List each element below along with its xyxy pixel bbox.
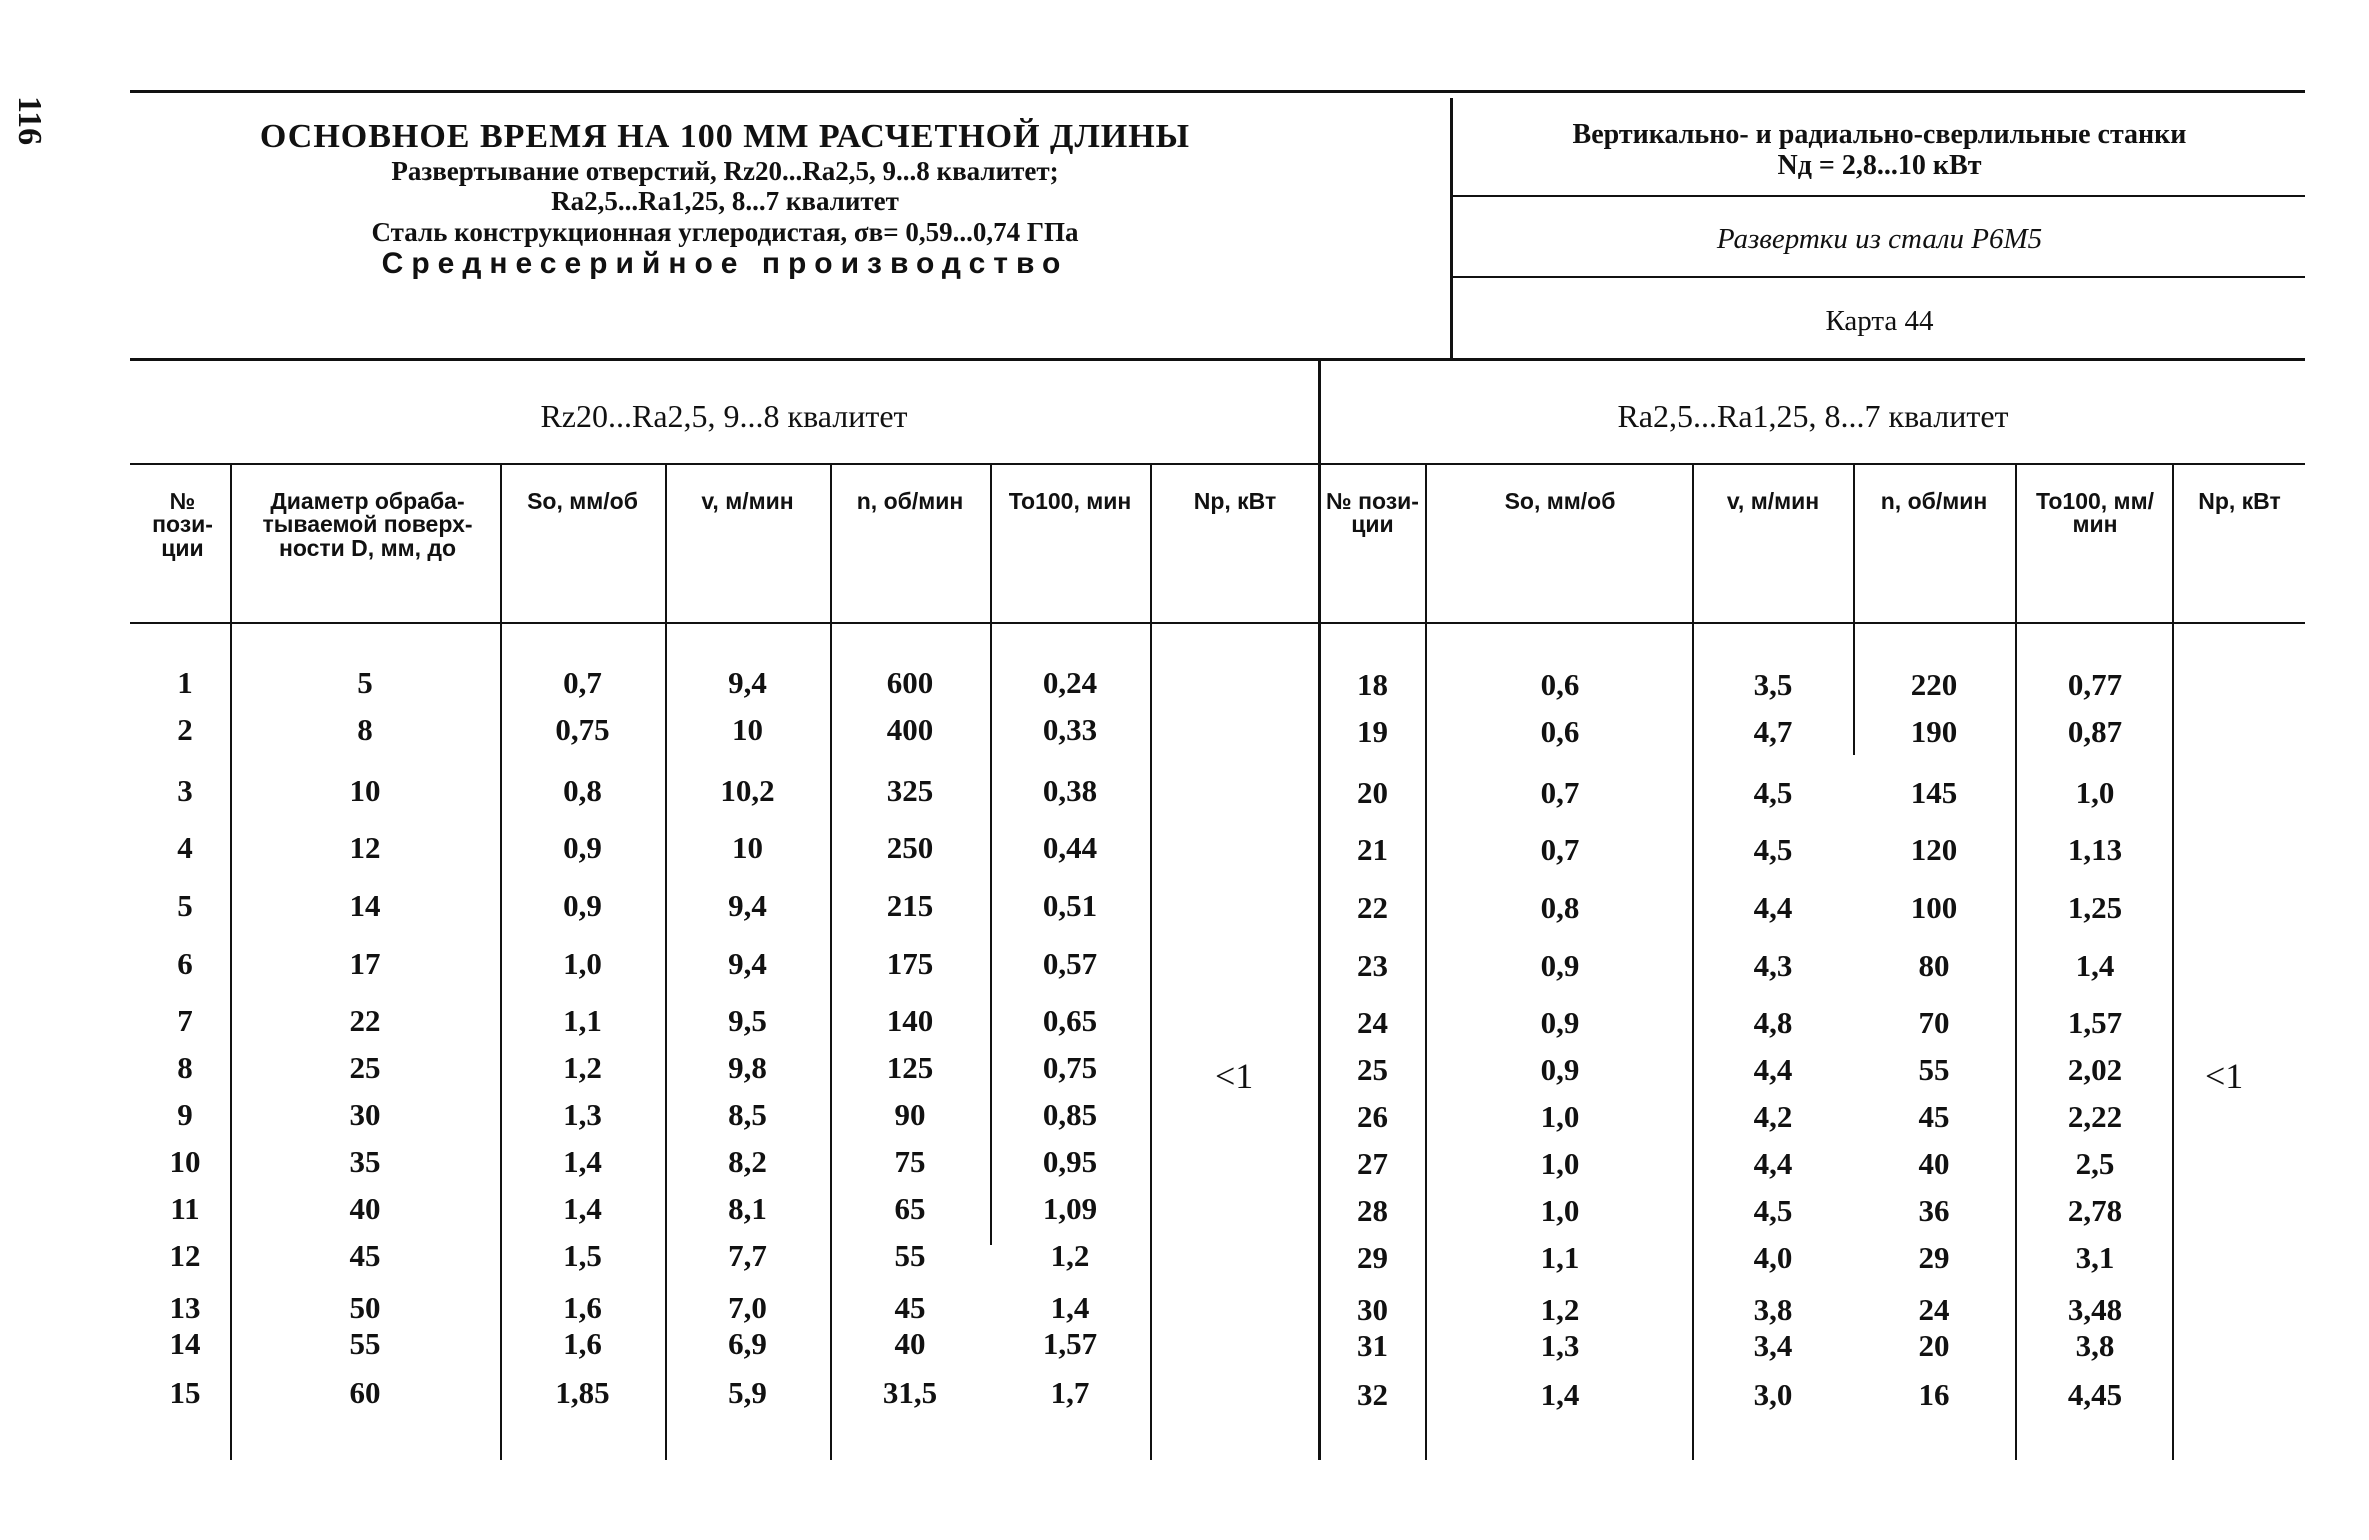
table-cell: 14: [169, 1326, 201, 1361]
table-cell: 1,2: [1540, 1292, 1580, 1327]
table-cell: 1,0: [1540, 1099, 1580, 1134]
table-cell: 9,4: [728, 888, 767, 923]
machines-header: [1452, 120, 2307, 182]
table-cell: 1,57: [1042, 1326, 1098, 1361]
table-cell: 175: [886, 946, 934, 981]
table-cell: 7,7: [728, 1238, 767, 1273]
table-cell: 8: [177, 1050, 193, 1085]
col-header-np: Nр, кВт: [1193, 488, 1277, 514]
table-cell: 0,75: [555, 712, 610, 747]
table-cell: 2,22: [2067, 1099, 2123, 1134]
table-cell: 11: [170, 1191, 200, 1226]
table-cell: 30: [1357, 1292, 1388, 1327]
table-cell: 3,4: [1753, 1328, 1793, 1363]
table-cell: 1,4: [563, 1191, 602, 1226]
col-sep: [500, 465, 502, 1460]
table-cell: 3,8: [1753, 1292, 1793, 1327]
right-header-rule-2: [1453, 276, 2305, 278]
table-cell: 4,8: [1753, 1005, 1793, 1040]
table-cell: 5,9: [728, 1375, 767, 1410]
table-cell: 10: [732, 712, 763, 747]
table-cell: 0,7: [563, 665, 602, 700]
table-cell: 0,51: [1042, 888, 1098, 923]
col-sep: [1425, 465, 1427, 1460]
card-number: Карта 44: [1825, 305, 1934, 337]
header-title-block: [130, 118, 1320, 280]
table-cell: 2,5: [2075, 1146, 2115, 1181]
table-cell: 25: [349, 1050, 381, 1085]
table-cell: 40: [1918, 1146, 1950, 1181]
table-cell: 0,38: [1042, 773, 1098, 808]
table-cell: 4,7: [1753, 714, 1793, 749]
table-cell: 140: [886, 1003, 934, 1038]
table-cell: 0,9: [1540, 1005, 1580, 1040]
table-cell: 6: [177, 946, 193, 981]
table-cell: 2,02: [2067, 1052, 2123, 1087]
table-cell: 4,0: [1753, 1240, 1793, 1275]
table-cell: 0,9: [1540, 1052, 1580, 1087]
table-cell: 36: [1918, 1193, 1950, 1228]
right-np-value: <1: [2205, 1056, 2244, 1096]
col-header-n: n, об/мин: [856, 488, 964, 514]
table-cell: 10,2: [720, 773, 775, 808]
table-cell: 4,4: [1753, 1052, 1793, 1087]
table-cell: 190: [1910, 714, 1958, 749]
table-cell: 10: [732, 830, 763, 865]
table-cell: 8,1: [728, 1191, 767, 1226]
col-header-diameter: Диаметр обраба- тываемой поверх- ности D, мм, до: [262, 488, 473, 561]
table-cell: 70: [1918, 1005, 1950, 1040]
table-cell: 1,25: [2067, 890, 2123, 925]
column-header-rule: [130, 622, 2305, 624]
table-cell: 55: [349, 1326, 381, 1361]
table-cell: 4,5: [1753, 832, 1793, 867]
table-cell: 1,0: [563, 946, 602, 981]
table-cell: 3,0: [1753, 1377, 1793, 1412]
left-np-value: <1: [1215, 1056, 1254, 1096]
col-header-np: Nр, кВт: [2198, 488, 2281, 514]
table-cell: 400: [886, 712, 934, 747]
col-header-to: To100, мм/мин: [2036, 488, 2154, 538]
table-cell: 21: [1357, 832, 1388, 867]
table-cell: 9,5: [728, 1003, 767, 1038]
table-cell: 24: [1357, 1005, 1388, 1040]
table-cell: 5: [177, 888, 193, 923]
table-cell: 1,0: [1540, 1146, 1580, 1181]
table-cell: 1,2: [1050, 1238, 1090, 1273]
table-cell: 0,95: [1042, 1144, 1098, 1179]
table-cell: 215: [886, 888, 934, 923]
col-sep: [1853, 465, 1855, 755]
table-cell: 5: [357, 665, 373, 700]
col-header-n: n, об/мин: [1880, 488, 1988, 514]
table-cell: 90: [894, 1097, 926, 1132]
table-cell: 9,4: [728, 946, 767, 981]
table-cell: 1,4: [2075, 948, 2115, 983]
table-cell: 4,3: [1753, 948, 1793, 983]
col-sep: [990, 465, 992, 1245]
table-cell: 22: [349, 1003, 381, 1038]
table-cell: 3,1: [2075, 1240, 2115, 1275]
table-cell: 0,9: [563, 830, 602, 865]
table-cell: 0,8: [563, 773, 602, 808]
table-cell: 55: [894, 1238, 926, 1273]
table-cell: 600: [886, 665, 934, 700]
table-cell: 25: [1357, 1052, 1388, 1087]
table-cell: 1,57: [2067, 1005, 2123, 1040]
table-cell: 0,8: [1540, 890, 1580, 925]
table-cell: 9,8: [728, 1050, 767, 1085]
table-cell: 18: [1357, 667, 1388, 702]
right-group-title: Ra2,5...Ra1,25, 8...7 квалитет: [1617, 398, 2009, 434]
table-cell: 80: [1918, 948, 1950, 983]
table-cell: 9,4: [728, 665, 767, 700]
table-cell: 0,9: [563, 888, 602, 923]
table-cell: 0,6: [1540, 667, 1580, 702]
table-cell: 60: [349, 1375, 381, 1410]
table-cell: 8,2: [728, 1144, 767, 1179]
table-cell: 17: [349, 946, 381, 981]
table-cell: 0,33: [1042, 712, 1098, 747]
table-cell: 220: [1910, 667, 1958, 702]
table-cell: 4,2: [1753, 1099, 1793, 1134]
table-cell: 45: [1918, 1099, 1950, 1134]
table-cell: 4,4: [1753, 890, 1793, 925]
table-cell: 1,6: [563, 1326, 602, 1361]
table-cell: 9: [177, 1097, 193, 1132]
col-sep: [2015, 465, 2017, 1460]
table-cell: 3,48: [2067, 1292, 2123, 1327]
table-cell: 75: [894, 1144, 926, 1179]
table-cell: 1,3: [1540, 1328, 1580, 1363]
col-header-v: v, м/мин: [701, 488, 794, 514]
table-cell: 29: [1918, 1240, 1950, 1275]
table-cell: 7,0: [728, 1290, 767, 1325]
table-cell: 0,85: [1042, 1097, 1098, 1132]
table-cell: 3: [177, 773, 193, 808]
table-cell: 2,78: [2067, 1193, 2123, 1228]
table-cell: 1,7: [1050, 1375, 1090, 1410]
table-cell: 1,3: [563, 1097, 602, 1132]
table-cell: 24: [1918, 1292, 1950, 1327]
col-sep: [830, 465, 832, 1460]
title-subtitle-2: Ra2,5...Ra1,25, 8...7 квалитет: [551, 186, 899, 217]
table-cell: 55: [1918, 1052, 1950, 1087]
table-cell: 23: [1357, 948, 1388, 983]
table-cell: 1,2: [563, 1050, 602, 1085]
table-cell: 0,6: [1540, 714, 1580, 749]
col-sep: [665, 465, 667, 1460]
table-cell: 4: [177, 830, 193, 865]
table-cell: 1,13: [2067, 832, 2123, 867]
table-cell: 250: [886, 830, 934, 865]
table-cell: 2: [177, 712, 193, 747]
right-header-rule-1: [1453, 195, 2305, 197]
col-header-so: So, мм/об: [1504, 488, 1616, 514]
group-header-rule: [130, 463, 2305, 465]
table-cell: 0,9: [1540, 948, 1580, 983]
table-cell: 8: [357, 712, 373, 747]
table-cell: 22: [1357, 890, 1388, 925]
table-cell: 1,0: [2075, 775, 2115, 810]
table-cell: 100: [1910, 890, 1958, 925]
table-cell: 3,8: [2075, 1328, 2115, 1363]
table-cell: 14: [349, 888, 381, 923]
table-cell: 32: [1357, 1377, 1388, 1412]
table-cell: 16: [1918, 1377, 1950, 1412]
table-cell: 0,77: [2067, 667, 2123, 702]
table-cell: 50: [349, 1290, 381, 1325]
table-cell: 40: [349, 1191, 381, 1226]
top-rule: [130, 90, 2305, 93]
table-cell: 325: [886, 773, 934, 808]
table-cell: 13: [169, 1290, 201, 1325]
table-cell: 125: [886, 1050, 934, 1085]
tool-text: Развертки из стали Р6М5: [1716, 223, 2043, 255]
table-cell: 26: [1357, 1099, 1388, 1134]
table-cell: 4,4: [1753, 1146, 1793, 1181]
table-cell: 15: [169, 1375, 201, 1410]
table-cell: 0,7: [1540, 775, 1580, 810]
table-cell: 0,57: [1042, 946, 1098, 981]
table-cell: 4,45: [2067, 1377, 2123, 1412]
table-cell: 0,87: [2067, 714, 2123, 749]
table-cell: 8,5: [728, 1097, 767, 1132]
table-top-rule: [130, 358, 2305, 361]
table-cell: 27: [1357, 1146, 1388, 1181]
col-header-to: To100, мин: [1008, 488, 1132, 514]
table-cell: 10: [169, 1144, 201, 1179]
title-production: Среднесерийное производство: [381, 246, 1069, 280]
table-cell: 45: [894, 1290, 926, 1325]
table-cell: 4,5: [1753, 775, 1793, 810]
table-cell: 0,24: [1042, 665, 1098, 700]
table-cell: 4,5: [1753, 1193, 1793, 1228]
table-cell: 12: [169, 1238, 201, 1273]
col-sep: [1692, 465, 1694, 1460]
table-cell: 1,4: [563, 1144, 602, 1179]
table-cell: 45: [349, 1238, 381, 1273]
col-header-pos: № пози- ции: [152, 488, 213, 561]
table-cell: 35: [349, 1144, 381, 1179]
table-cell: 0,7: [1540, 832, 1580, 867]
table-cell: 3,5: [1753, 667, 1793, 702]
table-cell: 1,4: [1050, 1290, 1090, 1325]
col-header-so: So, мм/об: [527, 488, 638, 514]
page-number: 116: [11, 96, 48, 146]
table-cell: 1: [177, 665, 193, 700]
table-cell: 19: [1357, 714, 1388, 749]
machines-text: Вертикально- и радиально-сверлильные станки: [1572, 119, 2187, 150]
table-cell: 0,75: [1042, 1050, 1098, 1085]
page-title: ОСНОВНОЕ ВРЕМЯ НА 100 ММ РАСЧЕТНОЙ ДЛИНЫ: [259, 118, 1191, 155]
col-sep: [1150, 465, 1152, 1460]
table-cell: 1,0: [1540, 1193, 1580, 1228]
table-cell: 20: [1357, 775, 1388, 810]
table-cell: 1,85: [555, 1375, 610, 1410]
title-subtitle-1: Развертывание отверстий, Rz20...Ra2,5, 9...8 квалитет;: [391, 156, 1059, 187]
col-header-pos: № пози- ции: [1326, 488, 1419, 538]
table-cell: 29: [1357, 1240, 1388, 1275]
table-cell: 1,09: [1042, 1191, 1098, 1226]
table-cell: 1,4: [1540, 1377, 1580, 1412]
table-cell: 0,65: [1042, 1003, 1098, 1038]
table-cell: 28: [1357, 1193, 1388, 1228]
table-cell: 12: [349, 830, 381, 865]
left-group-title: Rz20...Ra2,5, 9...8 квалитет: [540, 398, 908, 434]
group-divider: [1318, 360, 1321, 1460]
table-cell: 1,5: [563, 1238, 602, 1273]
table-cell: 20: [1918, 1328, 1950, 1363]
table-cell: 0,44: [1042, 830, 1098, 865]
table-cell: 10: [349, 773, 381, 808]
col-sep: [2172, 465, 2174, 1460]
table-cell: 7: [177, 1003, 193, 1038]
table-cell: 6,9: [728, 1326, 767, 1361]
table-cell: 65: [894, 1191, 926, 1226]
table-cell: 31,5: [882, 1375, 938, 1410]
power-text: Nд = 2,8...10 кВт: [1777, 149, 1982, 181]
table-cell: 31: [1357, 1328, 1388, 1363]
col-header-v: v, м/мин: [1726, 488, 1820, 514]
table-cell: 1,1: [1540, 1240, 1580, 1275]
table-cell: 40: [894, 1326, 926, 1361]
table-cell: 1,6: [563, 1290, 602, 1325]
title-material: Сталь конструкционная углеродистая, σв= 0,59...0,74 ГПа: [371, 216, 1079, 247]
table-cell: 120: [1910, 832, 1958, 867]
table-cell: 30: [349, 1097, 381, 1132]
table-cell: 1,1: [563, 1003, 602, 1038]
table-cell: 145: [1910, 775, 1958, 810]
